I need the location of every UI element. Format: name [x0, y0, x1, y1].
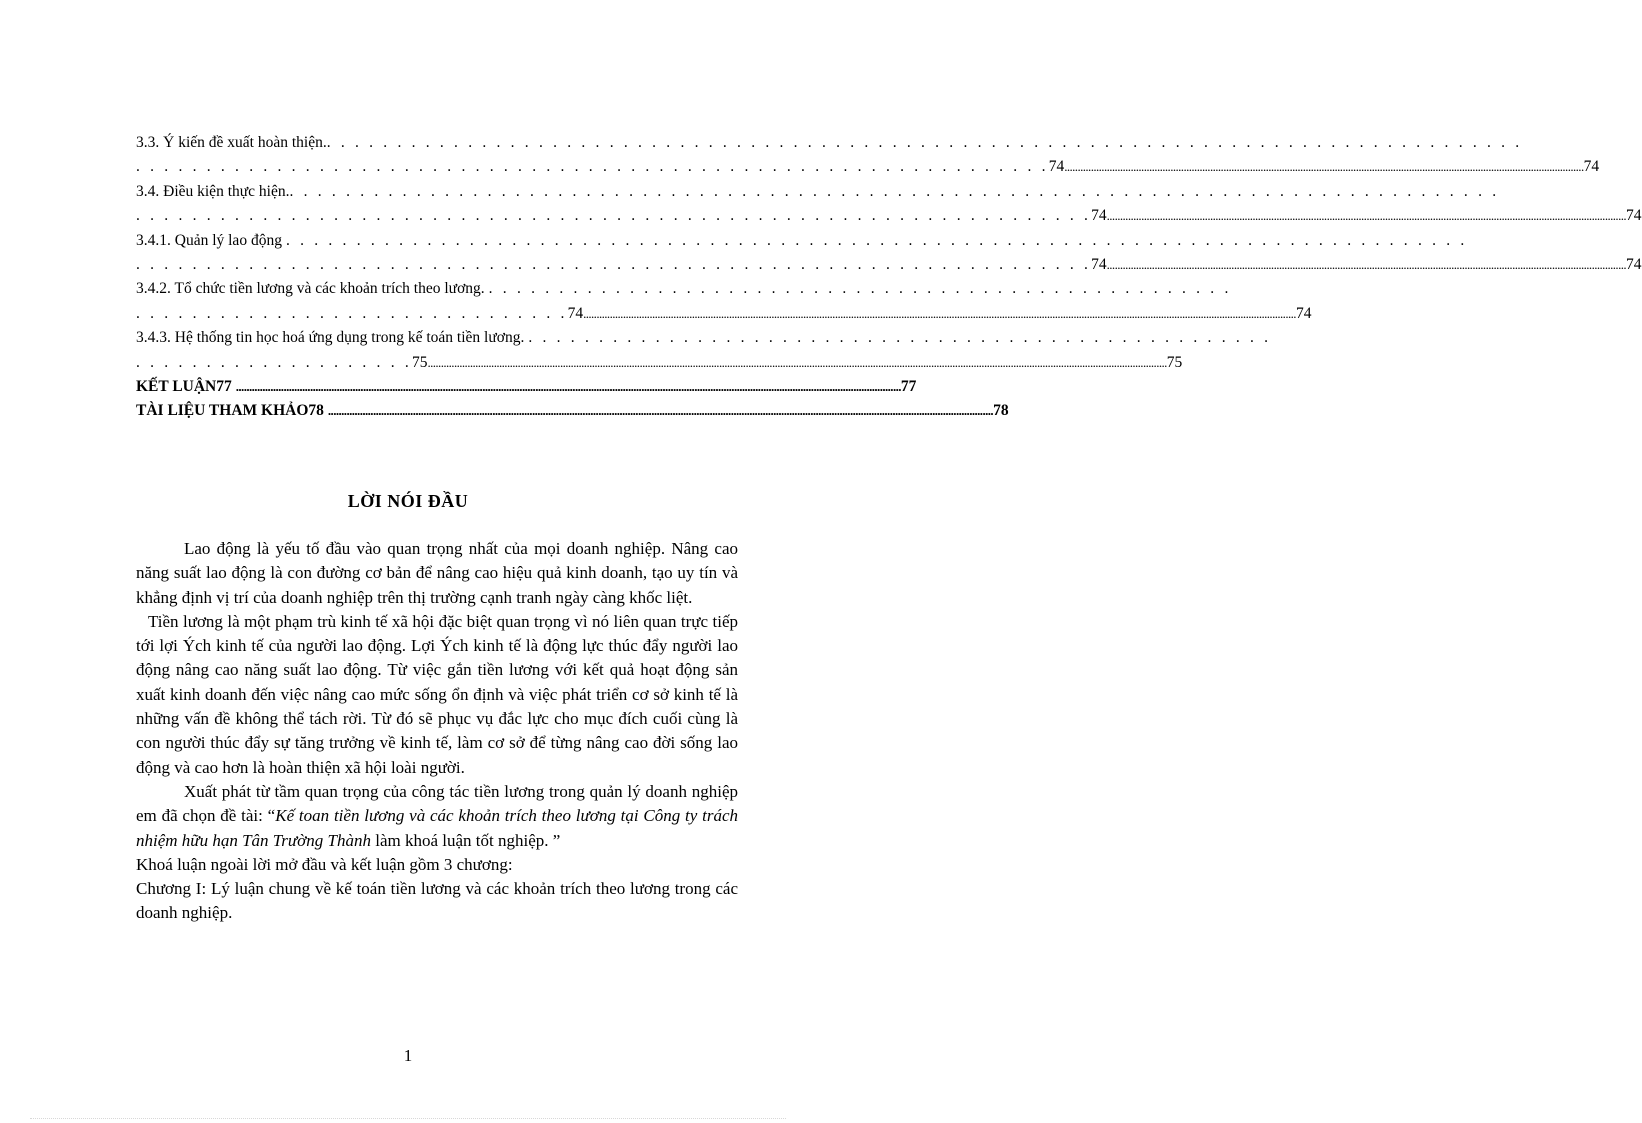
toc-leader: .................................................................................................................................................................................................... — [1064, 159, 1584, 175]
toc-entry-title: 3.4.2. Tổ chức tiền lương và các khoản trích theo lương. — [136, 280, 485, 298]
toc-entry-3-4[interactable] — [136, 180, 1500, 204]
toc-leader: .................................................................................................................................................................................................... — [1106, 256, 1627, 272]
toc-page-number: 77 — [900, 377, 917, 395]
thesis-title: Kế toan tiền lương và các khoản trích theo lương tại Công ty trách nhiệm hữu hạn Tân Trường Thành — [136, 806, 739, 850]
toc-entry-3-4-3-cont — [136, 351, 1183, 375]
section-heading: LỜI NÓI ĐẦU — [347, 491, 469, 511]
toc-leader: . . . . . . . . . . . . . . . . . . . . . . . . . . . . . . . — [136, 304, 568, 322]
toc-leader: . . . . . . . . . . . . . . . . . . . . . . . . . . . . . . . . . . . . . . . . . . . . . . . . . . . . . — [488, 280, 1232, 298]
toc-page-inline: 74 — [1091, 207, 1107, 225]
toc-leader: . . . . . . . . . . . . . . . . . . . . . . . . . . . . . . . . . . . . . . . . . . . . . . . . . . . . . . . . . . . . . . . . . . . . — [136, 207, 1092, 225]
toc-entry-3-4-1[interactable] — [136, 229, 1468, 253]
toc-page-inline: 74 — [1091, 255, 1107, 273]
toc-page-number: 74 — [1295, 304, 1312, 322]
toc-leader: . . . . . . . . . . . . . . . . . . . . . . . . . . . . . . . . . . . . . . . . . . . . . . . . . . . . . . . . . . . . . . . . . . . . — [136, 255, 1092, 273]
paragraph-4: Khoá luận ngoài lời mở đầu và kết luận gồm 3 chương: — [136, 854, 513, 874]
toc-leader: .................................................................................................................................................................................................... — [1106, 208, 1627, 224]
toc-entry-3-4-1-cont — [136, 253, 1642, 277]
toc-entry-title: 3.4.1. Quản lý lao động — [136, 231, 282, 249]
toc-page-number: 74 — [1626, 207, 1642, 225]
toc-entry-title: TÀI LIỆU THAM KHẢO78 — [136, 402, 324, 420]
table-of-contents — [136, 131, 1642, 424]
toc-page-number: 75 — [1166, 353, 1183, 371]
toc-entry-title: KẾT LUẬN77 — [136, 377, 232, 395]
toc-leader: ........................................................................................................................................................................................................................................................... — [235, 378, 901, 394]
toc-leader: ............................................................................................................................................................................................................................................................................. — [583, 305, 1296, 321]
toc-entry-3-4-3[interactable] — [136, 326, 1272, 350]
toc-entry-tai-lieu[interactable] — [136, 399, 1009, 423]
paragraph-5: Chương I: Lý luận chung về kế toán tiền lương và các khoản trích theo lương trong các doanh nghiệp. — [136, 879, 738, 923]
toc-entry-3-3-cont — [136, 155, 1600, 179]
toc-leader: ........................................................................................................................................................................................................................................................... — [327, 403, 994, 419]
paragraph-3-start: Xuất phát từ tầm quan trọng của công tác tiền lương trong quản lý doanh nghiệp em đã chọn đề tài: “ — [136, 781, 738, 826]
toc-page-number: 78 — [993, 402, 1009, 420]
toc-entry-3-3[interactable] — [136, 131, 1523, 155]
toc-page-inline: 74 — [1048, 158, 1065, 176]
toc-entry-ket-luan[interactable] — [136, 375, 917, 399]
toc-entry-title: 3.4.3. Hệ thống tin học hoá ứng dụng trong kế toán tiền lương. — [136, 329, 525, 347]
toc-entry-3-4-cont — [136, 204, 1642, 228]
toc-leader: . . . . . . . . . . . . . . . . . . . . . . . . . . . . . . . . . . . . . . . . . . . . . . . . . . . . . . . . . . . . . . . . . . . . . . . . . . . . . . . . . . . . . . — [289, 182, 1500, 200]
toc-entry-3-4-2-cont — [136, 302, 1312, 326]
toc-entry-title: 3.3. Ý kiến đề xuất hoàn thiện. — [136, 134, 327, 151]
toc-leader: ....................................................................................................................................................................................................................................................................................... — [427, 354, 1167, 370]
toc-page-inline: 75 — [411, 353, 428, 371]
toc-page-inline: 74 — [567, 304, 584, 322]
paragraph-3-end: làm khoá luận tốt nghiệp. ” — [370, 830, 561, 850]
paragraph-1: Lao động là yếu tố đầu vào quan trọng nhất của mọi doanh nghiệp. Nâng cao năng suất lao động là con đường cơ bản để nâng cao hiệu quả kinh doanh, tạo uy tín và khẳng định vị trí của doanh nghiệp trên thị trường cạnh tranh ngày càng khốc liệt. — [136, 539, 738, 607]
toc-leader: . . . . . . . . . . . . . . . . . . . . — [136, 353, 412, 371]
paragraph-2: Tiền lương là một phạm trù kinh tế xã hội đặc biệt quan trọng vì nó liên quan trực tiếp tới lợi Ých kinh tế của người lao động. Lợi Ých kinh tế là động lực thúc đẩy người lao động nâng cao năng suất lao động. Từ việc gắn tiền lương với kết quả hoạt động sản xuất kinh doanh đến việc nâng cao mức sống ổn định và việc phát triển cơ sở kinh tế là những vấn đề không thể tách rời. Từ đó sẽ phục vụ đắc lực cho mục đích cuối cùng là con người thúc đẩy sự tăng trưởng về kinh tế, làm cơ sở để từng nâng cao đời sống lao động và cao hơn là hoàn thiện xã hội loài người. — [136, 611, 738, 777]
toc-leader: . . . . . . . . . . . . . . . . . . . . . . . . . . . . . . . . . . . . . . . . . . . . . . . . . . . . . . . . . . . . . . . . . — [136, 158, 1049, 176]
toc-leader: . . . . . . . . . . . . . . . . . . . . . . . . . . . . . . . . . . . . . . . . . . . . . . . . . . . . . . . . . . . . . . . . . . . . . . . . . . . . . . . . . . . . — [285, 231, 1468, 249]
toc-leader: . . . . . . . . . . . . . . . . . . . . . . . . . . . . . . . . . . . . . . . . . . . . . . . . . . . . . — [528, 329, 1272, 347]
body-text — [136, 537, 738, 926]
page-bottom-divider — [30, 1118, 786, 1119]
toc-page-number: 74 — [1626, 255, 1642, 273]
toc-entry-3-4-2[interactable] — [136, 277, 1232, 301]
toc-leader: . . . . . . . . . . . . . . . . . . . . . . . . . . . . . . . . . . . . . . . . . . . . . . . . . . . . . . . . . . . . . . . . . . . . . . . . . . . . . . . . . . . . . — [326, 134, 1523, 151]
paragraph-3 — [136, 780, 738, 853]
page-number: 1 — [403, 1046, 413, 1065]
toc-entry-title: 3.4. Điều kiện thực hiện. — [136, 182, 290, 200]
toc-page-number: 74 — [1583, 158, 1600, 176]
